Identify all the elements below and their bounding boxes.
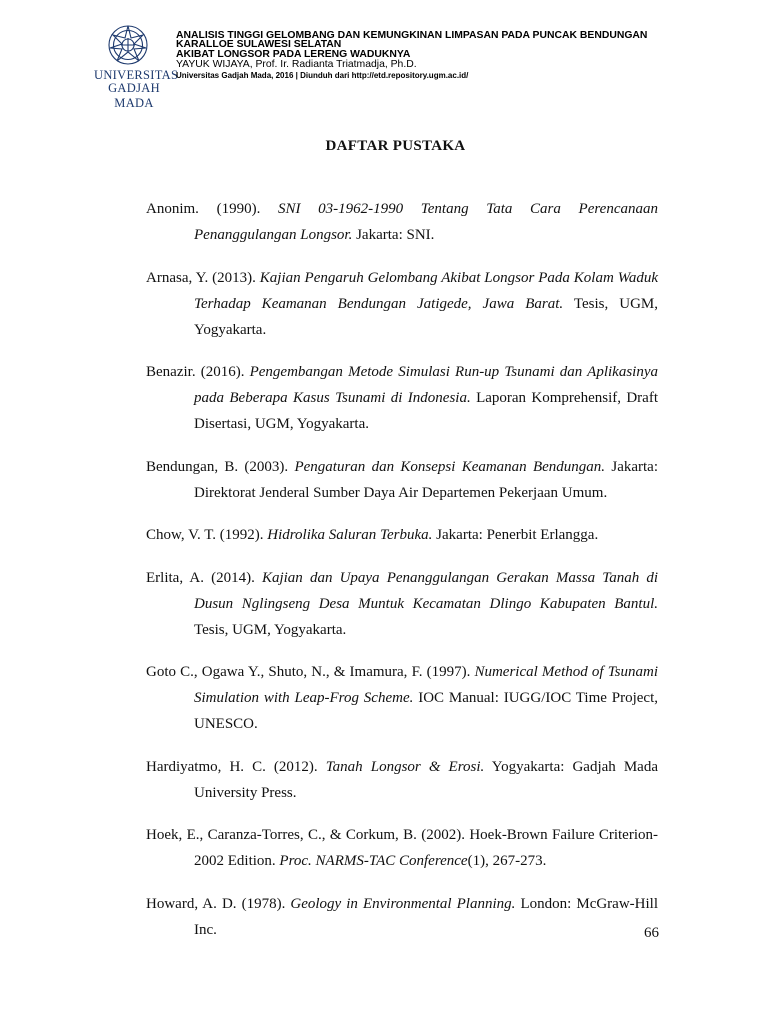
reference-title: Kajian dan Upaya Penanggulangan Gerakan Massa Tanah di Dusun Nglingseng Desa Muntuk Kecamatan Dlingo Kabupaten Bantul. [194, 569, 658, 612]
reference-item [146, 265, 658, 343]
reference-item [146, 891, 658, 943]
reference-item [146, 454, 658, 506]
reference-publisher: Tesis, UGM, Yogyakarta. [194, 621, 347, 638]
reference-item [146, 659, 658, 737]
reference-title: Hidrolika Saluran Terbuka. [267, 527, 433, 543]
reference-author: Hardiyatmo, H. C. (2012). [146, 758, 326, 775]
page-title: DAFTAR PUSTAKA [325, 138, 466, 154]
thesis-authors: YAYUK WIJAYA, Prof. Ir. Radianta Triatmadja, Ph.D. [176, 58, 417, 70]
source-line: Universitas Gadjah Mada, 2016 | Diunduh dari http://etd.repository.ugm.ac.id/ [176, 70, 469, 80]
reference-title: Pengaturan dan Konsepsi Keamanan Bendungan. [294, 458, 606, 475]
reference-item [146, 565, 658, 643]
reference-publisher: Jakarta: Direktorat Jenderal Sumber Daya Air Departemen Pekerjaan Umum. [194, 458, 658, 501]
reference-publisher: Laporan Komprehensif, Draft Disertasi, UGM, Yogyakarta. [194, 390, 659, 432]
reference-publisher: Tesis, UGM, Yogyakarta. [194, 295, 658, 338]
reference-author: Hoek, E., Caranza-Torres, C., & Corkum, B. (2002). Hoek-Brown Failure Criterion-2002 Edition. [146, 827, 658, 869]
reference-author: Bendungan, B. (2003). [146, 458, 295, 475]
reference-author: Benazir. (2016). [146, 364, 250, 380]
reference-author: Howard, A. D. (1978). [146, 895, 291, 912]
reference-publisher: Yogyakarta: Gadjah Mada University Press. [194, 758, 658, 801]
reference-title: Pengembangan Metode Simulasi Run-up Tsunami dan Aplikasinya pada Beberapa Kasus Tsunami di Indonesia. [194, 364, 658, 406]
reference-author: Erlita, A. (2014). [146, 569, 262, 586]
logo-text-gadjah-mada: GADJAH MADA [108, 81, 160, 110]
reference-item [146, 522, 658, 548]
reference-author: Arnasa, Y. (2013). [146, 269, 260, 286]
reference-title: SNI 03-1962-1990 Tentang Tata Cara Perencanaan Penanggulangan Longsor. [194, 201, 658, 243]
reference-publisher: (1), 267-273. [467, 853, 547, 869]
logo-text-universitas: UNIVERSITAS [94, 68, 179, 82]
university-logo [94, 24, 179, 110]
document-header [94, 24, 764, 110]
reference-title: Proc. NARMS-TAC Conference [279, 853, 468, 869]
reference-author: Chow, V. T. (1992). [146, 527, 268, 543]
ugm-emblem-icon [106, 24, 150, 66]
reference-title: Geology in Environmental Planning. [290, 895, 516, 912]
reference-author: Goto C., Ogawa Y., Shuto, N., & Imamura, F. (1997). [146, 664, 475, 680]
reference-publisher: Jakarta: SNI. [352, 227, 435, 243]
reference-title: Kajian Pengaruh Gelombang Akibat Longsor Pada Kolam Waduk Terhadap Keamanan Bendungan Jatigede, Jawa Barat. [194, 269, 658, 312]
reference-list [146, 196, 658, 959]
thesis-title-line-3: AKIBAT LONGSOR PADA LERENG WADUKNYA [176, 48, 411, 60]
page-number: 66 [644, 925, 659, 941]
reference-publisher: London: McGraw-Hill Inc. [194, 895, 658, 938]
reference-publisher: Jakarta: Penerbit Erlangga. [432, 527, 599, 543]
reference-author: Anonim. (1990). [146, 201, 278, 217]
thesis-title-line-2: KARALLOE SULAWESI SELATAN [176, 39, 342, 51]
reference-item [146, 359, 658, 437]
reference-item [146, 754, 658, 806]
reference-item [146, 196, 658, 248]
thesis-title-line-1: ANALISIS TINGGI GELOMBANG DAN KEMUNGKINAN LIMPASAN PADA PUNCAK BENDUNGAN [176, 30, 648, 41]
reference-title: Numerical Method of Tsunami Simulation with Leap-Frog Scheme. [194, 664, 658, 706]
reference-publisher: IOC Manual: IUGG/IOC Time Project, UNESCO. [194, 690, 658, 732]
header-text [176, 31, 764, 82]
reference-item [146, 822, 658, 874]
reference-title: Tanah Longsor & Erosi. [325, 758, 485, 775]
